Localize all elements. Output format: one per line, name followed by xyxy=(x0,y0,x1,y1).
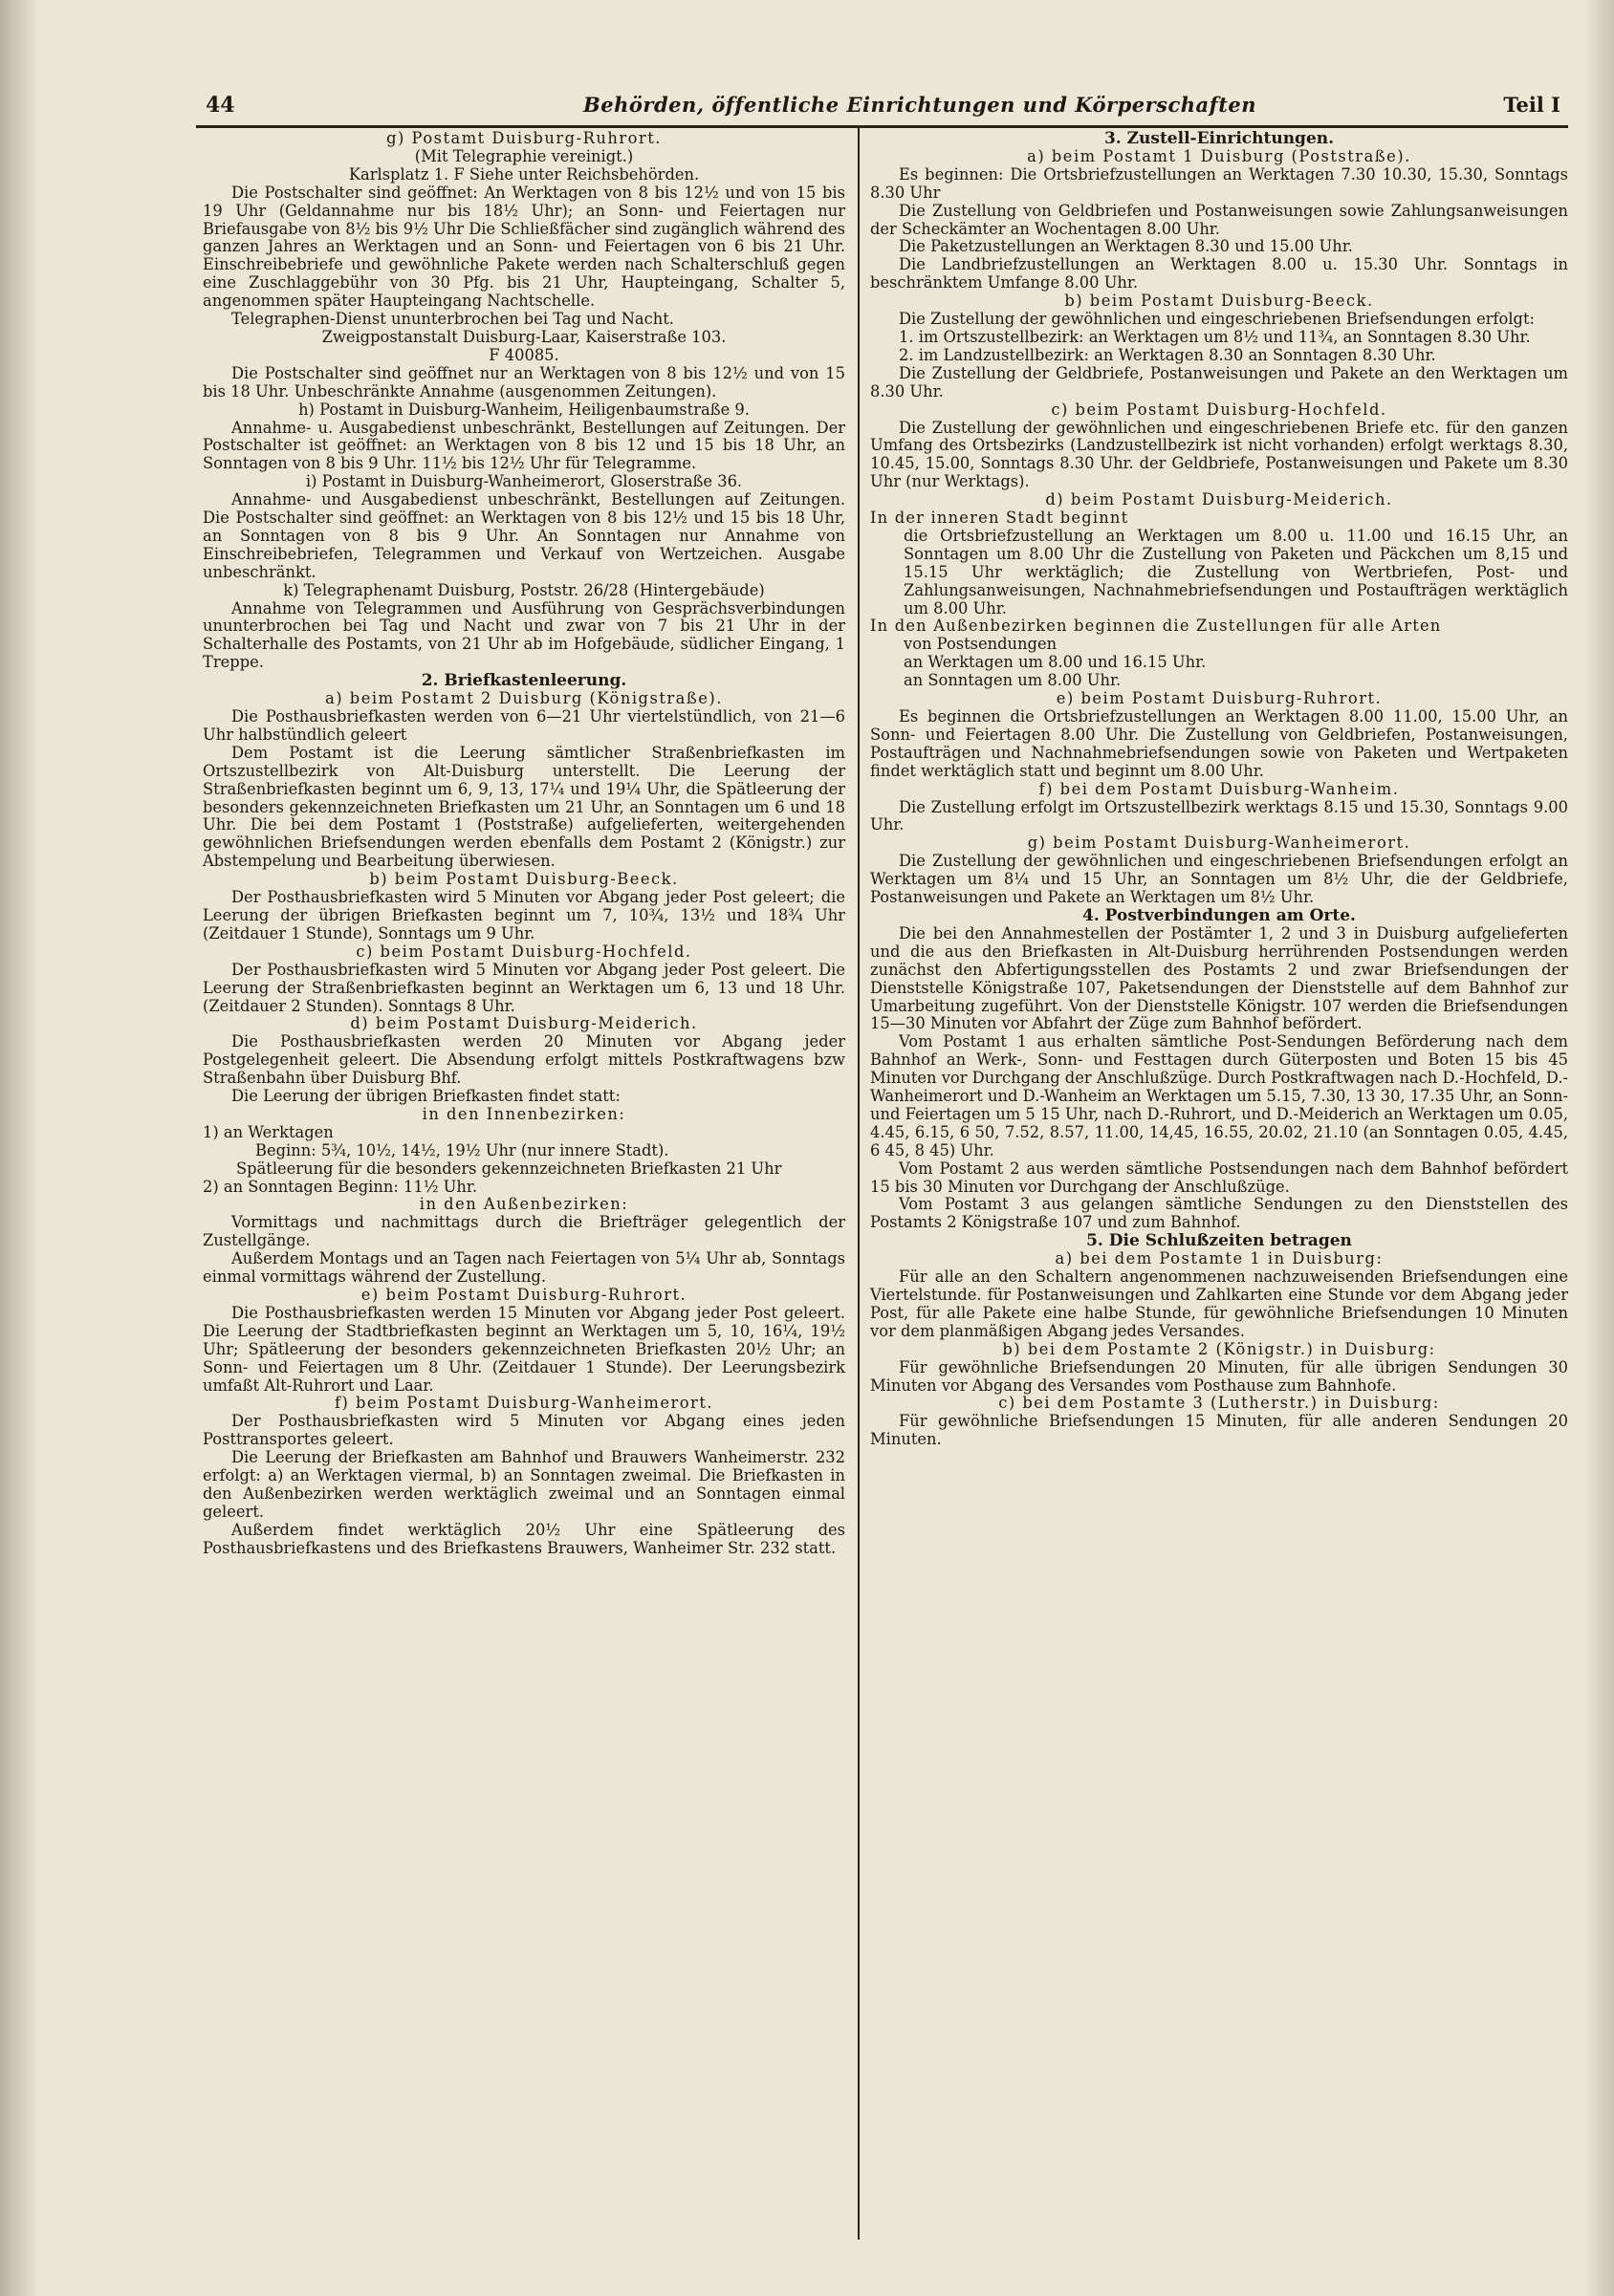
subsection-heading: c) bei dem Postamte 3 (Lutherstr.) in Duisburg: xyxy=(998,1394,1440,1413)
subsection-heading: d) beim Postamt Duisburg-Meiderich. xyxy=(350,1014,698,1033)
paragraph: Für alle an den Schaltern angenommenen nachzuweisenden Briefsendungen eine Viertelstunde. für Postanweisungen und Zahlkarten eine Stunde vor dem Abgang jeder Post, für alle Pakete eine halbe Stunde, für gewöhnliche Briefsendungen 10 Minuten vor dem planmäßigen Abgang jedes Versandes. xyxy=(870,1267,1568,1340)
subsection-heading: in den Außenbezirken: xyxy=(419,1195,629,1214)
subsection-heading: d) beim Postamt Duisburg-Meiderich. xyxy=(1045,490,1393,509)
running-title: Behörden, öffentliche Einrichtungen und Körperschaften xyxy=(583,93,1257,117)
indented-line: Spätleerung für die besonders gekennzeichneten Briefkasten 21 Uhr xyxy=(236,1159,782,1178)
subsection-heading: f) beim Postamt Duisburg-Wanheimerort. xyxy=(334,1394,714,1413)
centered-line: (Mit Telegraphie vereinigt.) xyxy=(414,146,634,165)
paragraph: Die Zustellung der gewöhnlichen und eingeschriebenen Briefe etc. für den ganzen Umfang des Ortsbezirks (Landzustellbezirk ist nicht vorhanden) erfolgt werktags 8.30, 10.45, 15.00, Sonntags 8.30 Uhr. der Geldbriefe, Postanweisungen und Pakete um 8.30 Uhr (nur Werktags). xyxy=(870,418,1568,491)
centered-line: h) Postamt in Duisburg-Wanheim, Heiligenbaumstraße 9. xyxy=(298,400,750,419)
paragraph: Vormittags und nachmittags durch die Briefträger gelegentlich der Zustellgänge. xyxy=(203,1213,845,1250)
paragraph: Außerdem Montags und an Tagen nach Feiertagen von 5¼ Uhr ab, Sonntags einmal vormittags während der Zustellung. xyxy=(203,1249,845,1287)
centered-line: Karlsplatz 1. F Siehe unter Reichsbehörden. xyxy=(348,164,700,184)
paragraph: Die Leerung der übrigen Briefkasten findet statt: xyxy=(231,1087,621,1106)
paragraph: Die Zustellung der gewöhnlichen und eingeschriebenen Briefsendungen erfolgt an Werktagen um 8¼ und 15 Uhr, an Sonntagen um 8½ Uhr, die der Geldbriefe, Postanweisungen und Pakete an Werktagen um 8½ Uhr. xyxy=(870,852,1568,907)
page-edge-shadow xyxy=(1585,0,1614,2296)
subsection-heading: g) beim Postamt Duisburg-Wanheimerort. xyxy=(1027,834,1411,853)
subsection-heading: c) beim Postamt Duisburg-Hochfeld. xyxy=(1051,400,1387,419)
subsection-heading: a) beim Postamt 1 Duisburg (Poststraße). xyxy=(1027,146,1411,165)
paragraph: Die Posthausbriefkasten werden 15 Minuten vor Abgang jeder Post geleert. Die Leerung der Stadtbriefkasten beginnt an Werktagen um 5, 10, 16¼, 19½ Uhr; Spätleerung der besonders gekennzeichneten Briefkasten 20½ Uhr; an Sonn- und Feiertagen um 8 Uhr. (Zeitdauer 1 Stunde). Der Leerungsbezirk umfaßt Alt-Ruhrort und Laar. xyxy=(203,1303,845,1395)
paragraph: Die Leerung der Briefkasten am Bahnhof und Brauwers Wanheimerstr. 232 erfolgt: a) an Werktagen viermal, b) an Sonntagen zweimal. Die Briefkasten in den Außenbezirken werden werktäglich zweimal und an Sonntagen einmal geleert. xyxy=(203,1448,845,1521)
paragraph: Die Postschalter sind geöffnet: An Werktagen von 8 bis 12½ und von 15 bis 19 Uhr (Geldannahme nur bis 18½ Uhr); an Sonn- und Feiertagen nur Briefausgabe von 8½ bis 9½ Uhr Die Schließfächer sind zugänglich während des ganzen Jahres an Werktagen und an Sonn- und Feiertagen von 6 bis 21 Uhr. Einschreibebriefe und gewöhnliche Pakete werden nach Schalterschluß gegen eine Zuschlaggebühr von 30 Pfg. bis 21 Uhr, Haupteingang, Schalter 5, angenommen später Haupteingang Nachtschelle. xyxy=(203,183,845,311)
paragraph: Vom Postamt 1 aus erhalten sämtliche Post-Sendungen Beförderung nach dem Bahnhof an Werk-, Sonn- und Festtagen durch Güterposten und Boten 15 bis 45 Minuten vor Durchgang der Anschlußzüge. Durch Postkraftwagen nach D.-Hochfeld, D.-Wanheimerort und D.-Wanheim an Werktagen um 5.15, 7.30, 13 30, 17.35 Uhr, an Sonn- und Feiertagen um 5 15 Uhr, nach D.-Ruhrort, und D.-Meiderich an Werktagen um 0.05, 4.45, 6.15, 6 50, 7.52, 8.57, 11.00, 14,45, 16.55, 20.02, 21.10 (an Sonntagen 0.05, 4.45, 6 45, 8 45) Uhr. xyxy=(870,1032,1568,1159)
indented-line: die Ortsbriefzustellung an Werktagen um 8.00 u. 11.00 und 16.15 Uhr, an Sonntagen um 8.00 Uhr die Zustellung von Paketen und Päckchen um 8,15 und 15.15 Uhr werktäglich; die Zustellung von Wertbriefen, Post- und Zahlungsanweisungen, Nachnahmebriefsendungen und Postaufträgen werktäglich um 8.00 Uhr. xyxy=(904,526,1568,617)
paragraph: Der Posthausbriefkasten wird 5 Minuten vor Abgang eines jeden Posttransportes geleert. xyxy=(203,1412,845,1449)
paragraph: Annahme von Telegrammen und Ausführung von Gesprächsverbindungen ununterbrochen bei Tag und Nacht und zwar von 7 bis 21 Uhr in der Schalterhalle des Postamts, von 21 Uhr ab im Hofgebäude, südlicher Eingang, 1 Treppe. xyxy=(203,598,845,672)
paragraph: Die Postschalter sind geöffnet nur an Werktagen von 8 bis 12½ und von 15 bis 18 Uhr. Unbeschränkte Annahme (ausgenommen Zeitungen). xyxy=(203,363,845,401)
indented-line: an Werktagen um 8.00 und 16.15 Uhr. xyxy=(904,653,1207,672)
paragraph: Annahme- u. Ausgabedienst unbeschränkt, Bestellungen auf Zeitungen. Der Postschalter ist geöffnet: an Werktagen von 8 bis 12 und 15 bis 18 Uhr, an Sonntagen von 8 bis 9 Uhr. 11½ bis 12½ Uhr für Telegramme. xyxy=(203,418,845,473)
paragraph: 1. im Ortszustellbezirk: an Werktagen um 8½ und 11¾, an Sonntagen 8.30 Uhr. xyxy=(899,327,1531,346)
spaced-heading: In den Außenbezirken beginnen die Zustellungen für alle Arten xyxy=(870,617,1442,636)
right-column xyxy=(870,130,1568,1449)
paragraph: 2. im Landzustellbezirk: an Werktagen 8.30 an Sonntagen 8.30 Uhr. xyxy=(899,345,1436,364)
subsection-heading: a) beim Postamt 2 Duisburg (Königstraße). xyxy=(325,689,723,708)
paragraph: Die Landbriefzustellungen an Werktagen 8.00 u. 15.30 Uhr. Sonntags in beschränktem Umfange 8.00 Uhr. xyxy=(870,255,1568,292)
subsection-heading: in den Innenbezirken: xyxy=(422,1104,626,1123)
section-heading: 5. Die Schlußzeiten betragen xyxy=(1086,1231,1352,1251)
paragraph: Der Posthausbriefkasten wird 5 Minuten vor Abgang jeder Post geleert; die Leerung der übrigen Briefkasten beginnt um 7, 10¾, 13½ und 18¾ Uhr (Zeitdauer 1 Stunde), Sonntags um 9 Uhr. xyxy=(203,888,845,942)
subsection-heading: g) Postamt Duisburg-Ruhrort. xyxy=(386,129,662,147)
paragraph: Dem Postamt ist die Leerung sämtlicher Straßenbriefkasten im Ortszustellbezirk von Alt-Duisburg unterstellt. Die Leerung der Straßenbriefkasten beginnt um 6, 9, 13, 17¼ und 19¼ Uhr, die Spätleerung der besonders gekennzeichneten Briefkasten um 21 Uhr, an Sonntagen um 6 und 18 Uhr. Die bei dem Postamt 1 (Poststraße) aufgelieferten, weitergehenden gewöhnlichen Briefsendungen werden ebenfalls dem Postamt 2 (Königstr.) zur Abstempelung und Bearbeitung überwiesen. xyxy=(203,743,845,871)
paragraph: Die Posthausbriefkasten werden von 6—21 Uhr viertelstündlich, von 21—6 Uhr halbstündlich geleert xyxy=(203,707,845,744)
paragraph: Die Zustellung von Geldbriefen und Postanweisungen sowie Zahlungsanweisungen der Scheckämter an Wochentagen 8.00 Uhr. xyxy=(870,201,1568,238)
paragraph: Außerdem findet werktäglich 20½ Uhr eine Spätleerung des Posthausbriefkastens und des Briefkastens Brauwers, Wanheimer Str. 232 statt. xyxy=(203,1520,845,1557)
paragraph: Telegraphen-Dienst ununterbrochen bei Tag und Nacht. xyxy=(231,310,674,329)
subsection-heading: c) beim Postamt Duisburg-Hochfeld. xyxy=(356,942,692,961)
paragraph: Für gewöhnliche Briefsendungen 20 Minuten, für alle übrigen Sendungen 30 Minuten vor Abgang des Versandes vom Posthause zum Bahnhofe. xyxy=(870,1357,1568,1395)
paragraph: Vom Postamt 2 aus werden sämtliche Postsendungen nach dem Bahnhof befördert 15 bis 30 Minuten vor Durchgang der Anschlußzüge. xyxy=(870,1159,1568,1196)
list-item: 2) an Sonntagen Beginn: 11½ Uhr. xyxy=(203,1177,478,1196)
indented-line: an Sonntagen um 8.00 Uhr. xyxy=(904,671,1122,690)
centered-line: F 40085. xyxy=(489,345,559,364)
list-item: 1) an Werktagen xyxy=(203,1122,334,1141)
subsection-heading: e) beim Postamt Duisburg-Ruhrort. xyxy=(360,1286,687,1304)
part-label: Teil I xyxy=(1503,93,1560,117)
paragraph: Der Posthausbriefkasten wird 5 Minuten vor Abgang jeder Post geleert. Die Leerung der Straßenbriefkasten beginnt an Werktagen um 6, 13 und 18 Uhr. (Zeitdauer 2 Stunden). Sonntags 8 Uhr. xyxy=(203,960,845,1015)
paragraph: Die Posthausbriefkasten werden 20 Minuten vor Abgang jeder Postgelegenheit geleert. Die Absendung erfolgt mittels Postkraftwagens bzw Straßenbahn über Duisburg Bhf. xyxy=(203,1032,845,1088)
subsection-heading: e) beim Postamt Duisburg-Ruhrort. xyxy=(1056,689,1383,708)
paragraph: Es beginnen: Die Ortsbriefzustellungen an Werktagen 7.30 10.30, 15.30, Sonntags 8.30 Uhr xyxy=(870,164,1568,202)
paragraph: Die Zustellung erfolgt im Ortszustellbezirk werktags 8.15 und 15.30, Sonntags 9.00 Uhr. xyxy=(870,797,1568,834)
page-gutter-shadow xyxy=(0,0,38,2296)
left-column xyxy=(203,130,845,1558)
subsection-heading: b) beim Postamt Duisburg-Beeck. xyxy=(369,870,679,889)
subsection-heading: f) bei dem Postamt Duisburg-Wanheim. xyxy=(1038,779,1400,798)
paragraph: Es beginnen die Ortsbriefzustellungen an Werktagen 8.00 11.00, 15.00 Uhr, an Sonn- und Feiertagen 8.00 Uhr. Die Zustellung von Geldbriefen, Postanweisungen, Postaufträgen und Nachnahmebriefsendungen sowie von Paketen und Wertpaketen findet werktäglich statt und beginnt um 8.00 Uhr. xyxy=(870,707,1568,780)
page-header xyxy=(196,91,1568,128)
centered-line: i) Postamt in Duisburg-Wanheimerort, Gloserstraße 36. xyxy=(305,472,743,491)
centered-line: k) Telegraphenamt Duisburg, Poststr. 26/28 (Hintergebäude) xyxy=(283,580,765,599)
page-number: 44 xyxy=(206,93,235,118)
section-heading: 3. Zustell-Einrichtungen. xyxy=(1103,129,1335,148)
paragraph: Die Zustellung der Geldbriefe, Postanweisungen und Pakete an den Werktagen um 8.30 Uhr. xyxy=(870,363,1568,401)
column-divider xyxy=(858,127,860,2240)
section-heading: 2. Briefkastenleerung. xyxy=(421,671,627,691)
paragraph: Die bei den Annahmestellen der Postämter 1, 2 und 3 in Duisburg aufgelieferten und die aus den Briefkasten in Alt-Duisburg herrührenden Postsendungen werden zunächst den Abfertigungsstellen des Postamts 2 und zwar Briefsendungen der Dienststelle Königstraße 107, Paketsendungen der Dienststelle auf dem Bahnhof zur Umarbeitung zugeführt. Von der Dienststelle Königstr. 107 werden die Briefsendungen 15—30 Minuten vor Abfahrt der Züge zum Bahnhof befördert. xyxy=(870,923,1568,1033)
paragraph: Annahme- und Ausgabedienst unbeschränkt, Bestellungen auf Zeitungen. Die Postschalter sind geöffnet: an Werktagen von 8 bis 12½ und 15 bis 18 Uhr, an Sonntagen von 8 bis 9 Uhr. An Sonntagen nur Annahme von Einschreibebriefen, Telegrammen und Verkauf von Wertzeichen. Ausgabe unbeschränkt. xyxy=(203,490,845,581)
section-heading: 4. Postverbindungen am Orte. xyxy=(1082,905,1356,925)
paragraph: Die Paketzustellungen an Werktagen 8.30 und 15.00 Uhr. xyxy=(899,237,1353,256)
indented-line: Beginn: 5¾, 10½, 14½, 19½ Uhr (nur innere Stadt). xyxy=(255,1140,669,1159)
centered-line: Zweigpostanstalt Duisburg-Laar, Kaiserstraße 103. xyxy=(321,327,727,346)
subsection-heading: b) bei dem Postamte 2 (Königstr.) in Duisburg: xyxy=(1002,1339,1436,1358)
paragraph: Vom Postamt 3 aus gelangen sämtliche Sendungen zu den Dienststellen des Postamts 2 Königstraße 107 und zum Bahnhof. xyxy=(870,1195,1568,1232)
indented-line: von Postsendungen xyxy=(904,635,1058,654)
subsection-heading: a) bei dem Postamte 1 in Duisburg: xyxy=(1055,1249,1384,1268)
paragraph: Für gewöhnliche Briefsendungen 15 Minuten, für alle anderen Sendungen 20 Minuten. xyxy=(870,1412,1568,1449)
paragraph: Die Zustellung der gewöhnlichen und eingeschriebenen Briefsendungen erfolgt: xyxy=(899,310,1535,329)
spaced-heading: In der inneren Stadt beginnt xyxy=(870,509,1129,528)
subsection-heading: b) beim Postamt Duisburg-Beeck. xyxy=(1064,292,1374,311)
